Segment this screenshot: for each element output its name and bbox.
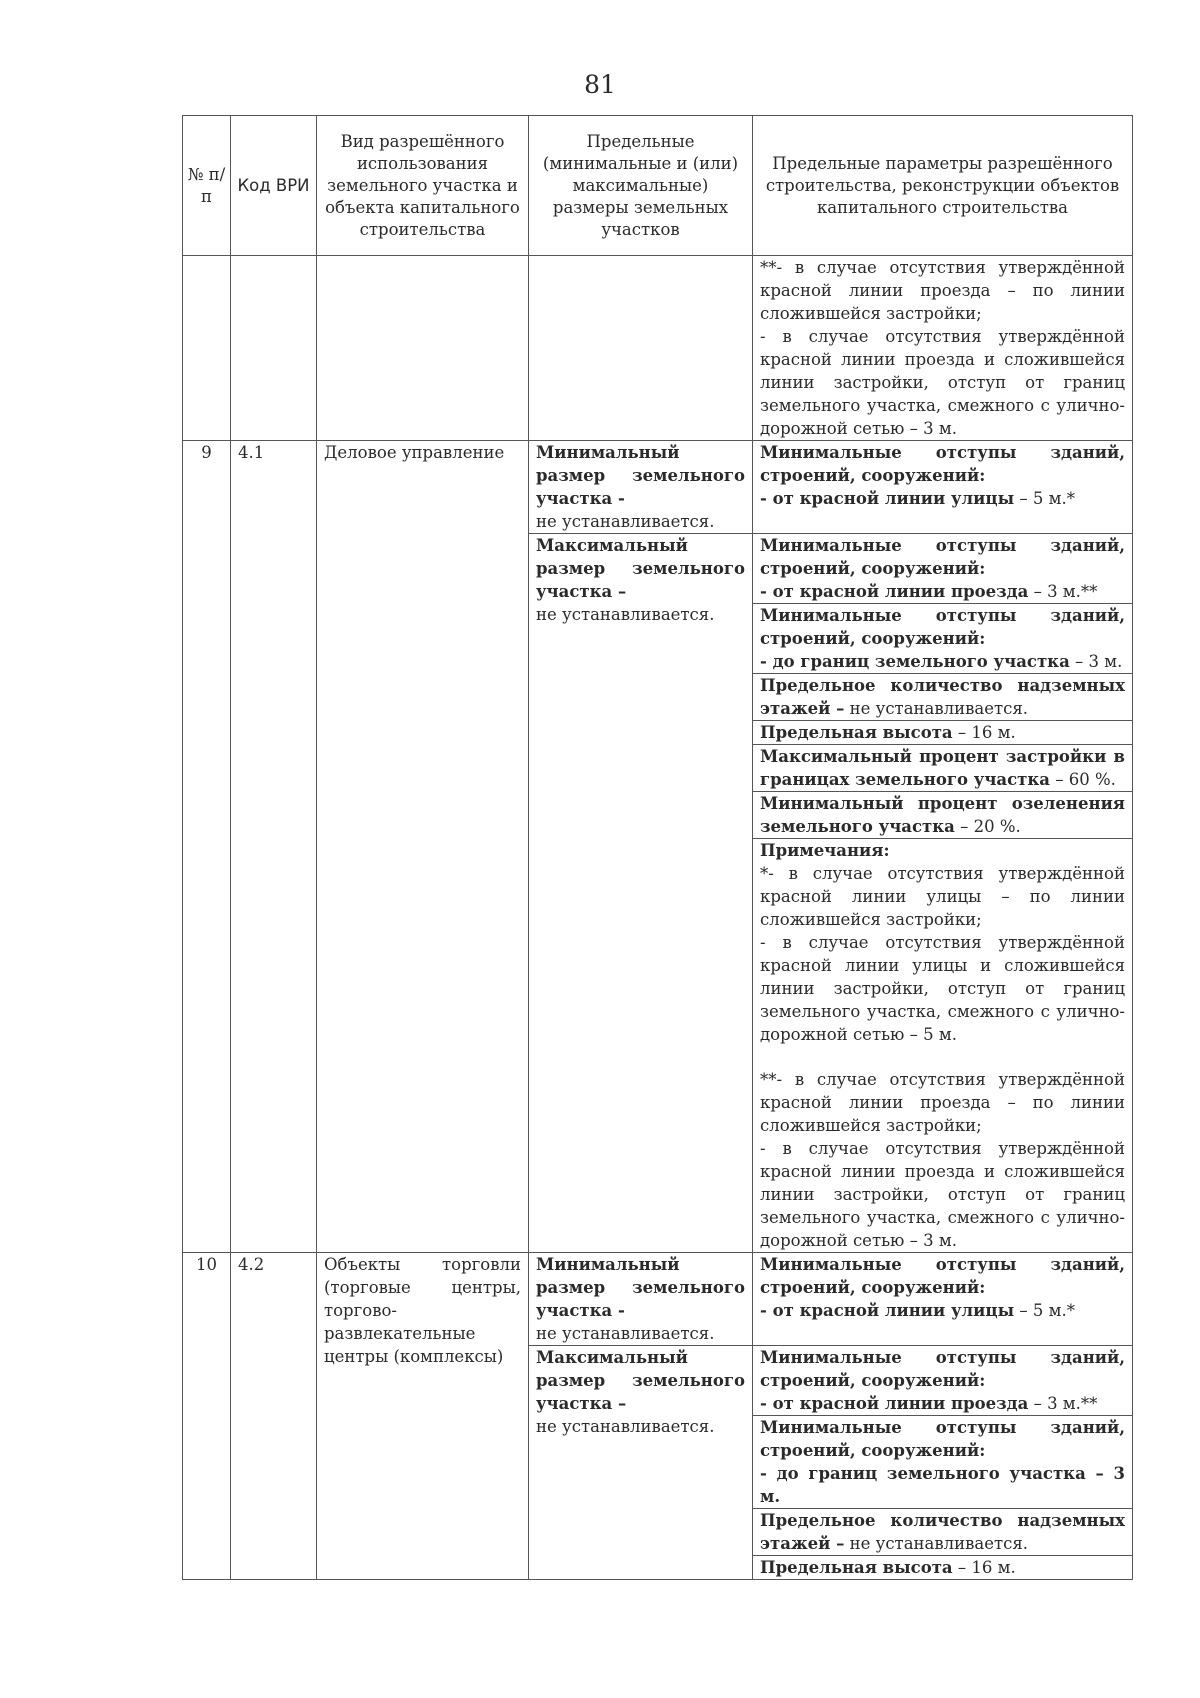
- row-10-num: 10: [183, 1253, 231, 1580]
- row-9-max-size-label: Максимальный размер земельного участка –: [536, 536, 745, 601]
- row-9-min-size: [529, 441, 753, 534]
- header-code: Код ВРИ: [231, 116, 317, 256]
- cont-note-2: - в случае отсутствия утверждённой красной линии проезда и сложившейся линии застройки, отступ от границ земельного участка, смежного с улично-дорожной сетью – 3 м.: [760, 327, 1125, 438]
- row-10-param-1: Минимальные отступы зданий, строений, сооружений: - от красной линии улицы – 5 м.*: [753, 1253, 1133, 1346]
- continuation-row: [183, 256, 1133, 441]
- row-9-min-size-value: не устанавливается.: [536, 512, 715, 531]
- row-9-code: 4.1: [231, 441, 317, 1253]
- row-10-use-type: Объекты торговли (торговые центры, торгово-развлекательные центры (комплексы): [317, 1253, 529, 1580]
- row-9-param-7: Минимальный процент озеленения земельного участка – 20 %.: [753, 792, 1133, 839]
- row-10-param-5: Предельная высота – 16 м.: [753, 1556, 1133, 1580]
- row-9-param-5: Предельная высота – 16 м.: [753, 721, 1133, 745]
- row-9-param-3: Минимальные отступы зданий, строений, сооружений: - до границ земельного участка – 3 м.: [753, 604, 1133, 674]
- row-10-max-size-label: Максимальный размер земельного участка –: [536, 1348, 745, 1413]
- row-10-max-size-value: не устанавливается.: [536, 1417, 715, 1436]
- regulations-table: [182, 115, 1133, 1580]
- notes-title: Примечания:: [760, 841, 890, 860]
- row-9-num: 9: [183, 441, 231, 1253]
- row-10-min-size-label: Минимальный размер земельного участка -: [536, 1255, 745, 1320]
- row-10-code: 4.2: [231, 1253, 317, 1580]
- row-10-param-2: Минимальные отступы зданий, строений, сооружений: - от красной линии проезда – 3 м.**: [753, 1346, 1133, 1416]
- row-9-param-1: Минимальные отступы зданий, строений, сооружений: - от красной линии улицы – 5 м.*: [753, 441, 1133, 534]
- note-1: *- в случае отсутствия утверждённой красной линии улицы – по линии сложившейся застройки;: [760, 864, 1125, 929]
- header-row: [183, 116, 1133, 256]
- note-2: - в случае отсутствия утверждённой красной линии улицы и сложившейся линии застройки, отступ от границ земельного участка, смежного с улично-дорожной сетью – 5 м.: [760, 933, 1125, 1044]
- note-4: - в случае отсутствия утверждённой красной линии проезда и сложившейся линии застройки, отступ от границ земельного участка, смежного с улично-дорожной сетью – 3 м.: [760, 1139, 1125, 1250]
- row-10-a: [183, 1253, 1133, 1346]
- row-9-max-size: [529, 534, 753, 1253]
- row-9-a: [183, 441, 1133, 534]
- row-9-min-size-label: Минимальный размер земельного участка -: [536, 443, 745, 508]
- row-9-max-size-value: не устанавливается.: [536, 605, 715, 624]
- row-10-min-size-value: не устанавливается.: [536, 1324, 715, 1343]
- row-9-param-6: Максимальный процент застройки в границах земельного участка – 60 %.: [753, 745, 1133, 792]
- row-9-notes: [753, 839, 1133, 1253]
- row-10-param-3: Минимальные отступы зданий, строений, сооружений: - до границ земельного участка – 3 м.: [753, 1416, 1133, 1509]
- row-9-param-2: Минимальные отступы зданий, строений, сооружений: - от красной линии проезда – 3 м.**: [753, 534, 1133, 604]
- note-3: **- в случае отсутствия утверждённой красной линии проезда – по линии сложившейся застройки;: [760, 1070, 1125, 1135]
- row-10-max-size: [529, 1346, 753, 1580]
- header-num: № п/п: [183, 116, 231, 256]
- row-9-param-4: Предельное количество надземных этажей – не устанавливается.: [753, 674, 1133, 721]
- continuation-notes: [753, 256, 1133, 441]
- cont-note-1: **- в случае отсутствия утверждённой красной линии проезда – по линии сложившейся застройки;: [760, 258, 1125, 323]
- row-10-param-4: Предельное количество надземных этажей – не устанавливается.: [753, 1509, 1133, 1556]
- header-plot-sizes: Предельные (минимальные и (или) максимальные) размеры земельных участков: [529, 116, 753, 256]
- row-9-use-type: Деловое управление: [317, 441, 529, 1253]
- header-use-type: Вид разрешённого использования земельного участка и объекта капитального строительства: [317, 116, 529, 256]
- header-params: Предельные параметры разрешённого строительства, реконструкции объектов капитального строительства: [753, 116, 1133, 256]
- row-10-min-size: [529, 1253, 753, 1346]
- page-number: 81: [584, 70, 616, 99]
